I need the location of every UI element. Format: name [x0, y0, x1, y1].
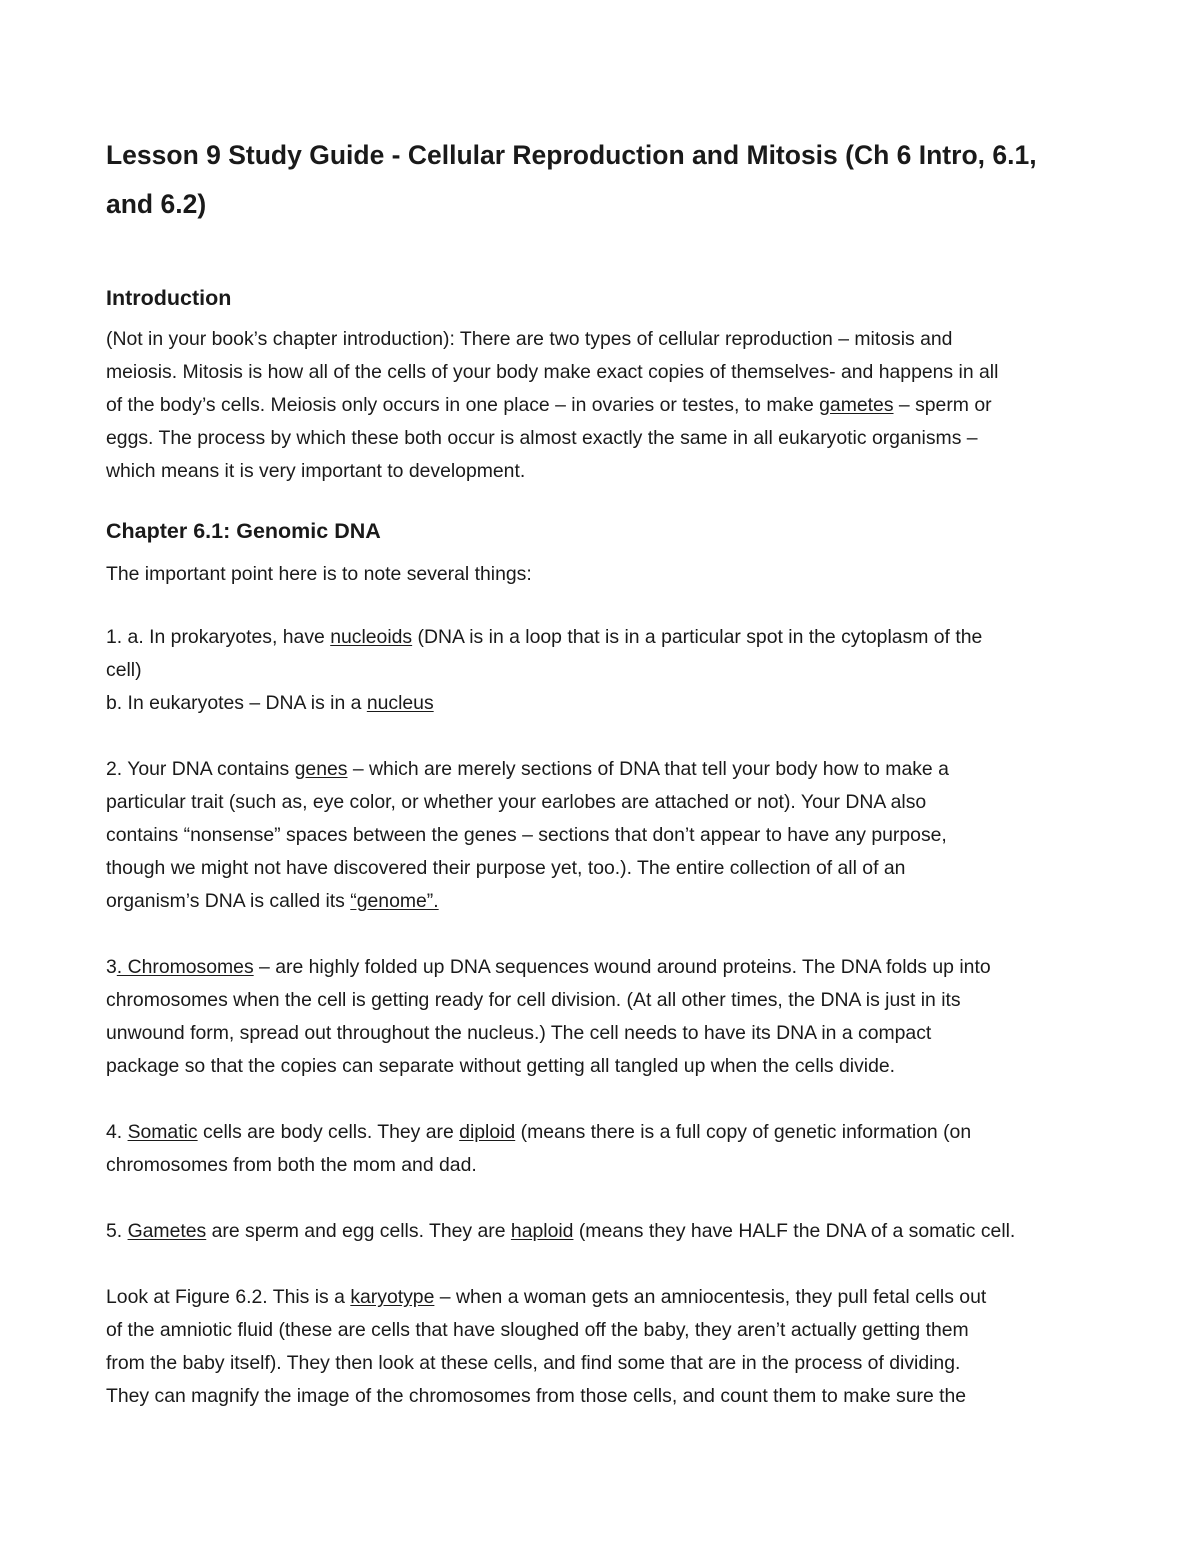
text-span: 4. — [106, 1121, 128, 1143]
point-2-line: particular trait (such as, eye color, or whether your earlobes are attached or not). Your DNA also — [106, 791, 927, 813]
text-span: – sperm or — [893, 394, 992, 416]
term-diploid: diploid — [459, 1121, 516, 1143]
point-1a-continuation: cell) — [106, 659, 142, 681]
term-nucleus: nucleus — [366, 692, 434, 714]
term-karyotype: karyotype — [350, 1286, 435, 1308]
text-span: (DNA is in a loop that is in a particular spot in the cytoplasm of the — [412, 626, 983, 648]
term-nucleoids: nucleoids — [330, 626, 413, 648]
figure-line: from the baby itself). They then look at these cells, and find some that are in the process of dividing. — [106, 1352, 961, 1374]
text-span: – when a woman gets an amniocentesis, they pull fetal cells out — [434, 1286, 987, 1308]
point-2-line — [106, 753, 1106, 786]
introduction-paragraph — [106, 323, 1106, 488]
text-span: 3 — [106, 956, 117, 978]
title-line-1: Lesson 9 Study Guide - Cellular Reproduction and Mitosis (Ch 6 Intro, 6.1, — [106, 140, 1037, 170]
text-span: 1. a. In prokaryotes, have — [106, 626, 331, 648]
text-span: 5. — [106, 1220, 128, 1242]
point-3-line — [106, 951, 1106, 984]
point-3-line: package so that the copies can separate without getting all tangled up when the cells divide. — [106, 1055, 896, 1077]
term-genome: “genome”. — [350, 890, 439, 912]
chapter-6-1-heading: Chapter 6.1: Genomic DNA — [106, 519, 381, 543]
text-span: cells are body cells. They are — [197, 1121, 460, 1143]
figure-line: of the amniotic fluid (these are cells that have sloughed off the baby, they aren’t actually getting them — [106, 1319, 969, 1341]
point-1 — [106, 621, 1106, 720]
term-somatic: Somatic — [127, 1121, 198, 1143]
intro-line — [106, 389, 1106, 422]
point-3-line: chromosomes when the cell is getting ready for cell division. (At all other times, the DNA is just in its — [106, 989, 961, 1011]
intro-line: The important point here is to note several things: — [106, 563, 532, 585]
intro-line: meiosis. Mitosis is how all of the cells of your body make exact copies of themselves- and happens in all — [106, 361, 999, 383]
term-gametes-2: Gametes — [127, 1220, 207, 1242]
text-span: organism’s DNA is called its — [106, 890, 351, 912]
page-title — [106, 133, 1106, 226]
figure-line — [106, 1281, 1106, 1314]
term-gametes: gametes — [819, 394, 894, 416]
intro-line: which means it is very important to development. — [106, 460, 526, 482]
point-5 — [106, 1215, 1106, 1248]
title-line-2: and 6.2) — [106, 189, 207, 219]
point-1b-line — [106, 687, 1106, 720]
text-span: Look at Figure 6.2. This is a — [106, 1286, 351, 1308]
term-genes: genes — [294, 758, 348, 780]
text-span: (means there is a full copy of genetic information (on — [515, 1121, 972, 1143]
text-span: (means they have HALF the DNA of a somatic cell. — [573, 1220, 1016, 1242]
point-5-line — [106, 1215, 1106, 1248]
point-3 — [106, 951, 1106, 1083]
point-1a-line — [106, 621, 1106, 654]
introduction-heading: Introduction — [106, 286, 232, 310]
term-chromosomes: . Chromosomes — [116, 956, 254, 978]
chapter-6-1-intro — [106, 558, 1106, 591]
point-2-line: contains “nonsense” spaces between the genes – sections that don’t appear to have any purpose, — [106, 824, 947, 846]
text-span: are sperm and egg cells. They are — [206, 1220, 511, 1242]
figure-paragraph — [106, 1281, 1106, 1413]
text-span: 2. Your DNA contains — [106, 758, 295, 780]
text-span: – which are merely sections of DNA that tell your body how to make a — [347, 758, 949, 780]
figure-line: They can magnify the image of the chromosomes from those cells, and count them to make sure the — [106, 1385, 967, 1407]
text-span: b. In eukaryotes – DNA is in a — [106, 692, 367, 714]
text-span: of the body’s cells. Meiosis only occurs in one place – in ovaries or testes, to make — [106, 394, 820, 416]
term-haploid: haploid — [510, 1220, 574, 1242]
point-4-line — [106, 1116, 1106, 1149]
intro-line: (Not in your book’s chapter introduction): There are two types of cellular reproduction – mitosis and — [106, 328, 953, 350]
point-2-line — [106, 885, 1106, 918]
point-2-line: though we might not have discovered their purpose yet, too.). The entire collection of all of an — [106, 857, 906, 879]
point-3-line: unwound form, spread out throughout the nucleus.) The cell needs to have its DNA in a compact — [106, 1022, 932, 1044]
text-span: – are highly folded up DNA sequences wound around proteins. The DNA folds up into — [253, 956, 991, 978]
point-2 — [106, 753, 1106, 918]
point-4 — [106, 1116, 1106, 1182]
point-4-line: chromosomes from both the mom and dad. — [106, 1154, 477, 1176]
intro-line: eggs. The process by which these both occur is almost exactly the same in all eukaryotic organisms – — [106, 427, 978, 449]
